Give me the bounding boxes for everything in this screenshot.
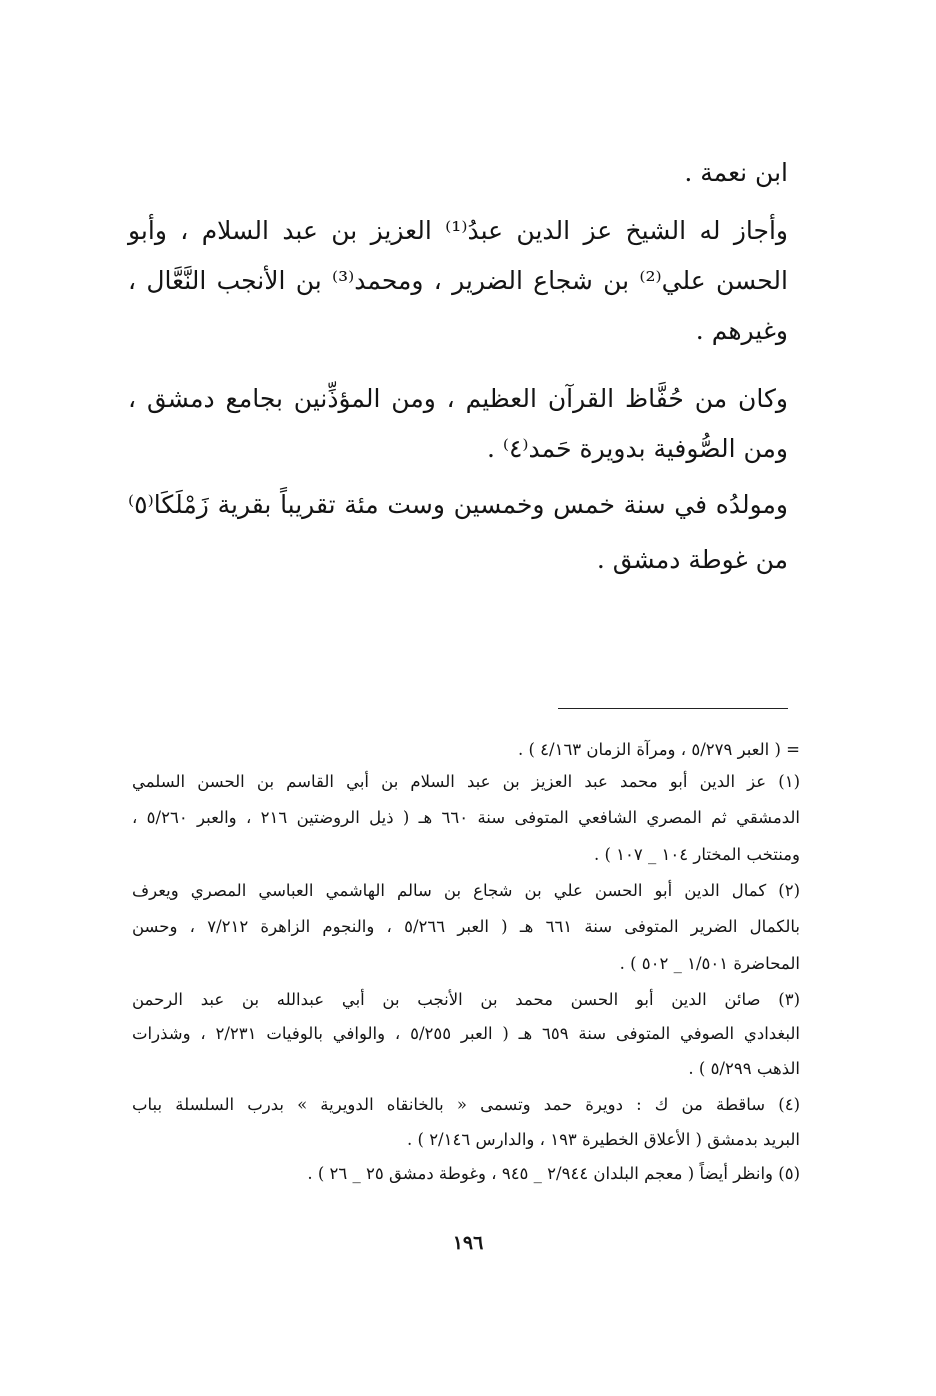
page-number: ١٩٦: [452, 1232, 484, 1254]
footnote-line: المحاضرة ١/٥٠١ _ ٥٠٢ ) .: [619, 954, 800, 973]
body-line: ابن نعمة .: [684, 158, 788, 187]
body-line: ومولدُه في سنة خمس وخمسين وست مئة تقريباً بقرية زَمْلَكَا⁽٥⁾: [128, 490, 788, 519]
footnote-line: ومنتخب المختار ١٠٤ _ ١٠٧ ) .: [594, 845, 800, 864]
footnote-line: (٢) كمال الدين أبو الحسن علي بن شجاع بن سالم الهاشمي العباسي المصري ويعرف: [132, 881, 800, 900]
footnote-line: الذهب ٥/٢٩٩ ) .: [688, 1059, 800, 1078]
footnote-line: البغدادي الصوفي المتوفى سنة ٦٥٩ هـ ( العبر ٥/٢٥٥ ، والوافي بالوفيات ٢/٢٣١ ، وشذرات: [132, 1024, 800, 1043]
body-line: من غوطة دمشق .: [596, 545, 788, 574]
footnote-line: البريد بدمشق ( الأعلاق الخطيرة ١٩٣ ، والدارس ٢/١٤٦ ) .: [407, 1130, 800, 1149]
body-line: وكان من حُفَّاظ القرآن العظيم ، ومن المؤذِّنين بجامع دمشق ،: [128, 384, 788, 413]
footnote-line: = ( العبر ٥/٢٧٩ ، ومرآة الزمان ٤/١٦٣ ) .: [517, 740, 800, 759]
body-line: الحسن علي⁽²⁾ بن شجاع الضرير ، ومحمد⁽³⁾ بن الأنجب النَّعَّال ،: [128, 266, 788, 295]
footnote-line: (١) عز الدين أبو محمد عبد العزيز بن عبد السلام بن أبي القاسم بن الحسن السلمي: [132, 772, 800, 791]
footnote-line: الدمشقي ثم المصري الشافعي المتوفى سنة ٦٦٠ هـ ( ذيل الروضتين ٢١٦ ، والعبر ٥/٢٦٠ ،: [132, 808, 801, 827]
body-line: ومن الصُّوفية بدويرة حَمد⁽٤⁾ .: [486, 434, 788, 463]
footnote-line: (٥) وانظر أيضاً ( معجم البلدان ٢/٩٤٤ _ ٩٤٥ ، وغوطة دمشق ٢٥ _ ٢٦ ) .: [307, 1164, 800, 1183]
footnote-line: (٣) صائن الدين أبو الحسن محمد بن الأنجب بن أبي عبدالله بن عبد الرحمن: [132, 990, 800, 1009]
body-line: وغيرهم .: [695, 316, 788, 345]
footnote-separator: [558, 708, 788, 709]
footnote-line: (٤) ساقطة من ك : دويرة حمد وتسمى « بالخانقاه الدويرية » بدرب السلسلة بباب: [132, 1095, 800, 1114]
body-line: وأجاز له الشيخ عز الدين عبدُ⁽¹⁾ العزيز بن عبد السلام ، وأبو: [128, 216, 788, 245]
footnote-line: بالكمال الضرير المتوفى سنة ٦٦١ هـ ( العبر ٥/٢٦٦ ، والنجوم الزاهرة ٧/٢١٢ ، وحسن: [132, 917, 800, 936]
